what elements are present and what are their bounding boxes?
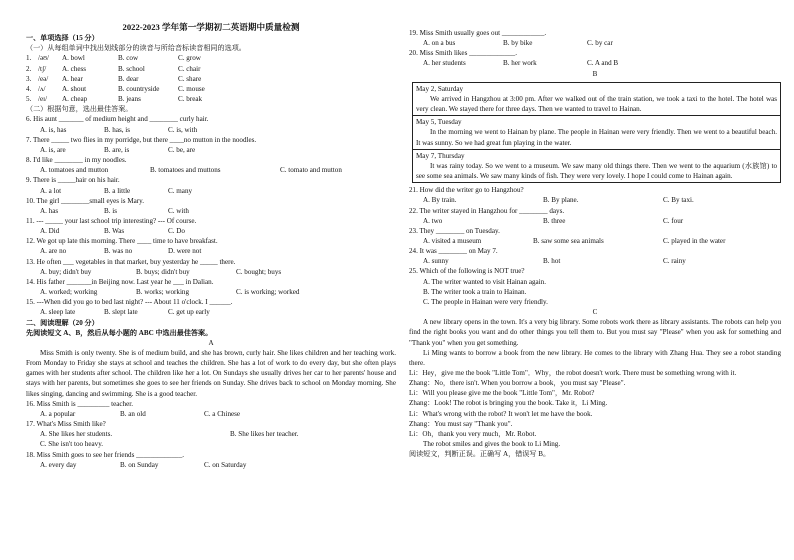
question-options: [409, 38, 781, 48]
option-c: C. Do: [168, 227, 185, 236]
option-b: B. on Sunday: [120, 460, 159, 469]
diary-entry: [413, 150, 780, 182]
question-options: [26, 429, 396, 439]
diary-text: It was rainy today. So we went to a museum. We saw many old things there. Then we went to the aquarium (水族馆) to see some sea animals. We saw many kinds of fish. They were very lovely. I hope I could come to Hainan again.: [416, 161, 777, 181]
option-a: A. By train.: [423, 196, 457, 205]
option-b: B. buys; didn't buy: [136, 267, 190, 276]
option-b: B. an old: [120, 409, 146, 418]
question-25: 25. Which of the following is NOT true?: [409, 267, 525, 276]
question-options: [26, 287, 396, 297]
option-b: B. are, is: [104, 145, 130, 154]
option-a: A. are no: [40, 247, 67, 256]
option-c: C. four: [663, 216, 684, 225]
question-stem: 10. The girl ________small eyes is Mary.: [26, 196, 145, 205]
option-b: B. By plane.: [543, 196, 579, 205]
phonetic-item: 5. /eɪ/ A. cheap B. jeans C. break: [26, 95, 203, 104]
question-stem: 15. ---When did you go to bed last night? --- About 11 o'clock. I ______.: [26, 298, 233, 307]
q25-option-b: B. The writer took a train to Hainan.: [423, 287, 527, 296]
question-stem: 12. We got up late this morning. There ____ time to have breakfast.: [26, 237, 218, 246]
option-c: C. get up early: [168, 308, 210, 317]
question-stem: 18. Miss Smith goes to see her friends _____________.: [26, 450, 185, 459]
option-c: C. by car: [587, 39, 613, 48]
question-options: [26, 409, 396, 419]
passage-c-instruction: 阅读短文，判断正误。正确写 A，错误写 B。: [409, 450, 551, 459]
option-c: C. on Saturday: [204, 460, 247, 469]
option-b: B. by bike: [503, 39, 533, 48]
option-a: A. sunny: [423, 257, 449, 266]
passage-a-text: Miss Smith is only twenty. She is of medium build, and she has brown, curly hair. She likes children and her teaching work. From Monday to Friday she stays at school and teaches the children. She has a lot of work to do every day, but she often plays games with her students after school. The children like her a lot. On Sundays she usually drives her car to her parents' house and stays with her parents, but sometimes she goes to see her friends on Sunday. She drives back to school on Monday morning. She likes singing, dancing and swimming. She is a good teacher.: [26, 349, 396, 398]
question-stem: 17. What's Miss Smith like?: [26, 420, 106, 429]
option-a: A. two: [423, 216, 443, 225]
passage-c-para: A new library opens in the town. It's a very big library. Some robots work there as library assistants. The robots can help you find the right books you want and do other things you tell them to. But you must say "Please" when you ask for something and "Thank you" when you get something.: [409, 318, 781, 347]
option-a: A. a popular: [40, 409, 76, 418]
phonetic-item: 2. /tʃ/ A. chess B. school C. chair: [26, 64, 201, 73]
q25-option-a: A. The writer wanted to visit Hainan again.: [423, 277, 546, 286]
left-column: [26, 0, 396, 470]
option-b: B. three: [543, 216, 566, 225]
q25-option-c: C. The people in Hainan were very friendly.: [423, 297, 548, 306]
option-b: B. slept late: [104, 308, 138, 317]
passage-a-questions-cont: [409, 28, 781, 69]
question-options: [26, 246, 396, 256]
dialogue-line: Li：Hey，give me the book "Little Tom"．Why，the robot doesn't work. There must be something wrong with it.: [409, 369, 737, 377]
dialogue-line: Li：Will you please give me the book "Little Tom"，Mr. Robot?: [409, 389, 595, 398]
question-stem: 7. There _____ two flies in my porridge, but there ____no mutton in the noodles.: [26, 135, 257, 144]
option-c: C. many: [168, 186, 193, 195]
phonetics-list: [26, 53, 396, 104]
dialogue-line: Zhang：Look! The robot is bringing you the book. Take it，Li Ming.: [409, 399, 608, 408]
option-a: A. has: [40, 206, 59, 215]
section2-instruction: 先阅读短文 A、B，然后从每小题的 ABC 中选出最佳答案。: [26, 328, 213, 337]
option-c: C. A and B: [587, 59, 619, 68]
option-c: D. were not: [168, 247, 202, 256]
question-options: [409, 195, 781, 205]
option-b: B. a little: [104, 186, 131, 195]
page-title: 2022-2023 学年第一学期初二英语期中质量检测: [122, 22, 300, 32]
question-options: [26, 186, 396, 196]
option-a: A. is, are: [40, 145, 66, 154]
question-list: [26, 114, 396, 317]
question-stem: 9. There is _____hair on his hair.: [26, 176, 120, 185]
section2-heading: 二、阅读理解（20 分）: [26, 318, 99, 327]
option-a: A. tomatoes and mutton: [40, 166, 109, 175]
question-options: [409, 236, 781, 246]
section1-heading: 一、单项选择（15 分）: [26, 34, 99, 43]
diary-entry: [413, 83, 780, 116]
dialogue-line: Zhang：No，there isn't. When you borrow a book，you must say "Please".: [409, 379, 626, 388]
question-options: [26, 460, 396, 470]
option-a: A. buy; didn't buy: [40, 267, 92, 276]
option-b: B. Was: [104, 227, 125, 236]
question-stem: 20. Miss Smith likes _____________.: [409, 49, 517, 58]
question-options: [26, 206, 396, 216]
option-a: A. on a bus: [423, 39, 456, 48]
question-stem: 11. --- _____ your last school trip interesting? --- Of course.: [26, 216, 197, 225]
phonetic-item: 1. /ǝʊ/ A. bowl B. cow C. grow: [26, 54, 201, 63]
dialogue-line: Li：Oh，thank you very much，Mr. Robot.: [409, 429, 537, 438]
option-b: B. She likes her teacher.: [230, 430, 299, 439]
option-a: A. She likes her students.: [40, 430, 113, 439]
option-c: C. bought; buys: [236, 267, 282, 276]
option-b: B. has, is: [104, 125, 131, 134]
dialogue-line: Li：What's wrong with the robot? It won't let me have the book.: [409, 409, 593, 418]
phonetic-item: 4. /ʌ/ A. shout B. countryside C. mouse: [26, 84, 205, 93]
passage-b-label: B: [592, 69, 598, 78]
option-a: A. every day: [40, 460, 77, 469]
question-options: [26, 267, 396, 277]
question-options: [26, 145, 396, 155]
option-b: B. hot: [543, 257, 561, 266]
diary-text: In the morning we went to Hainan by plane. The people in Hainan were very friendly. Then we went to a beautiful beach. It was sunny. So we had great fun playing in the water.: [416, 128, 777, 147]
option-c: C. a Chinese: [204, 409, 241, 418]
question-options: [26, 125, 396, 135]
question-stem: 19. Miss Smith usually goes out ____________.: [409, 29, 547, 37]
option-a: A. visited a museum: [423, 236, 482, 245]
question-stem: 14. His father _______in Beijing now. Last year he ___ in Dalian.: [26, 277, 214, 286]
diary-entry: [413, 116, 780, 149]
question-stem: 22. The writer stayed in Hangzhou for ________ days.: [409, 206, 565, 215]
question-options: [26, 226, 396, 236]
option-b: B. her work: [503, 59, 537, 68]
question-options: [26, 165, 396, 175]
question-stem: 6. His aunt _______ of medium height and ________ curly hair.: [26, 115, 209, 124]
option-c: C. rainy: [663, 257, 686, 266]
option-c: C. tomato and mutton: [280, 166, 342, 175]
question-stem: 21. How did the writer go to Hangzhou?: [409, 186, 524, 195]
dialogue-line: Zhang：You must say "Thank you".: [409, 419, 513, 428]
question-stem: 16. Miss Smith is _________ teacher.: [26, 399, 133, 408]
question-options: [409, 256, 781, 266]
question-stem: 23. They ________ on Tuesday.: [409, 226, 500, 235]
passage-a-questions: [26, 399, 396, 470]
passage-b-questions: [409, 185, 781, 266]
section1-sub2: （二）根据句意，选出最佳答案。: [26, 105, 133, 114]
option-c: C. played in the water: [663, 236, 726, 245]
diary-text: We arrived in Hangzhou at 3:00 pm. After we walked out of the train station, we took a taxi to the hotel. The hotel was very clean. We stayed there for three days. Then we wanted to travel to Hainan.: [416, 94, 777, 114]
diary-date: May 7, Thursday: [416, 151, 465, 160]
diary-date: May 2, Saturday: [416, 84, 464, 93]
option-c: C. She isn't too heavy.: [40, 440, 104, 449]
passage-c-label: C: [592, 308, 598, 317]
option-c: C. By taxi.: [663, 196, 694, 205]
question-stem: 24. It was ________ on May 7.: [409, 247, 498, 256]
diary-date: May 5, Tuesday: [416, 118, 462, 127]
option-b: B. tomatoes and muttons: [150, 166, 221, 175]
passage-c-para: Li Ming wants to borrow a book from the new library. He comes to the library with Zhang Hua. They see a robot standing there.: [409, 348, 781, 367]
option-c: C. with: [168, 206, 189, 215]
option-a: A. worked; working: [40, 288, 98, 297]
option-c: C. is, with: [168, 125, 198, 134]
question-options: [26, 307, 396, 317]
option-c: C. is working; worked: [236, 288, 300, 297]
option-c: C. be, are: [168, 145, 196, 154]
phonetic-item: 3. /eǝ/ A. hear B. dear C. share: [26, 74, 202, 83]
option-a: A. a lot: [40, 186, 62, 195]
question-stem: 13. He often ___ vegetables in that market, buy yesterday he _____ there.: [26, 257, 236, 266]
option-b: B. is: [104, 206, 118, 215]
section1-sub1: （一）从每组单词中找出划线部分的读音与所给音标读音相同的选项。: [26, 44, 246, 53]
option-a: A. Did: [40, 227, 60, 236]
right-column: [409, 0, 781, 459]
diary-box: [412, 82, 781, 183]
passage-c-para: The robot smiles and gives the book to Li Ming.: [423, 440, 561, 449]
option-b: B. saw some sea animals: [533, 236, 604, 245]
option-b: B. works; working: [136, 288, 190, 297]
option-a: A. her students: [423, 59, 466, 68]
option-a: A. is, has: [40, 125, 67, 134]
option-a: A. sleep late: [40, 308, 76, 317]
option-b: B. was no: [104, 247, 133, 256]
question-options: [409, 58, 781, 68]
question-stem: 8. I'd like ________ in my noodles.: [26, 156, 127, 165]
question-options: [409, 216, 781, 226]
passage-a-label: A: [208, 338, 214, 347]
